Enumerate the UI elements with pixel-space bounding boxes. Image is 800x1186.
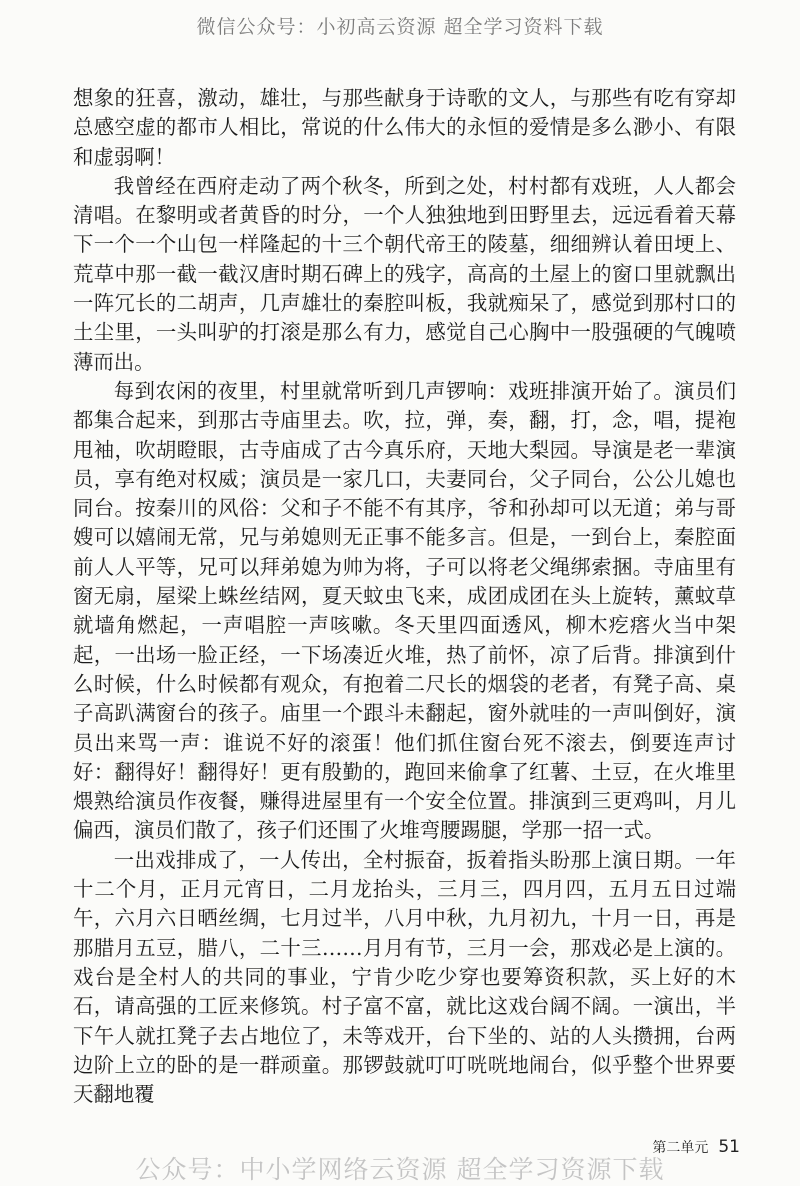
page-number: 51 <box>718 1137 740 1157</box>
paragraph-3: 每到农闲的夜里，村里就常听到几声锣响：戏班排演开始了。演员们都集合起来，到那古寺庙里去。吹，拉，弹，奏，翻，打，念，唱，提袍甩袖，吹胡瞪眼，古寺庙成了古今真乐府，天地大梨园。导演是老一辈演员，享有绝对权威；演员是一家几口，夫妻同台，父子同台，公公儿媳也同台。按秦川的风俗：父和子不能不有其序，爷和孙却可以无道；弟与哥嫂可以嬉闹无常，兄与弟媳则无正事不能多言。但是，一到台上，秦腔面前人人平等，兄可以拜弟媳为帅为将，子可以将老父绳绑索捆。寺庙里有窗无扇，屋梁上蛛丝结网，夏天蚊虫飞来，成团成团在头上旋转，薰蚊草就墙角燃起，一声唱腔一声咳嗽。冬天里四面透风，柳木疙瘩火当中架起，一出场一脸正经，一下场凑近火堆，热了前怀，凉了后背。排演到什么时候，什么时候都有观众，有抱着二尺长的烟袋的老者，有凳子高、桌子高趴满窗台的孩子。庙里一个跟斗未翻起，窗外就哇的一声叫倒好，演员出来骂一声：谁说不好的滚蛋！他们抓住窗台死不滚去，倒要连声讨好：翻得好！翻得好！更有殷勤的，跑回来偷拿了红薯、土豆，在火堆里煨熟给演员作夜餐，赚得进屋里有一个安全位置。排演到三更鸡叫，月儿偏西，演员们散了，孩子们还围了火堆弯腰踢腿，学那一招一式。 <box>73 378 736 843</box>
paragraph-1: 想象的狂喜，激动，雄壮，与那些献身于诗歌的文人，与那些有吃有穿却总感空虚的都市人相比，常说的什么伟大的永恒的爱情是多么渺小、有限和虚弱啊！ <box>73 86 736 169</box>
body-text <box>73 84 736 1109</box>
unit-label: 第二单元 <box>652 1140 709 1156</box>
paragraph-4: 一出戏排成了，一人传出，全村振奋，扳着指头盼那上演日期。一年十二个月，正月元宵日，二月龙抬头，三月三，四月四，五月五日过端午，六月六日晒丝绸，七月过半，八月中秋，九月初九，十月一日，再是那腊月五豆，腊八，二十三……月月有节，三月一会，那戏必是上演的。戏台是全村人的共同的事业，宁肯少吃少穿也要筹资积款，买上好的木石，请高强的工匠来修筑。村子富不富，就比这戏台阔不阔。一演出，半下午人就扛凳子去占地位了，未等戏开，台下坐的、站的人头攒拥，台两边阶上立的卧的是一群顽童。那锣鼓就叮叮咣咣地闹台，似乎整个世界要天翻地覆 <box>73 847 736 1107</box>
top-watermark: 微信公众号：小初高云资源 超全学习资料下载 <box>196 16 604 38</box>
bottom-watermark: 公众号：中小学网络云资源 超全学习资源下载 <box>135 1155 665 1184</box>
paragraph-2: 我曾经在西府走动了两个秋冬，所到之处，村村都有戏班，人人都会清唱。在黎明或者黄昏的时分，一个人独独地到田野里去，远远看着天幕下一个一个山包一样隆起的十三个朝代帝王的陵墓，细细辨认着田埂上、荒草中那一截一截汉唐时期石碑上的残字，高高的土屋上的窗口里就飘出一阵冗长的二胡声，几声雄壮的秦腔叫板，我就痴呆了，感觉到那村口的土尘里，一头叫驴的打滚是那么有力，感觉自己心胸中一股强硬的气魄喷薄而出。 <box>73 173 736 374</box>
